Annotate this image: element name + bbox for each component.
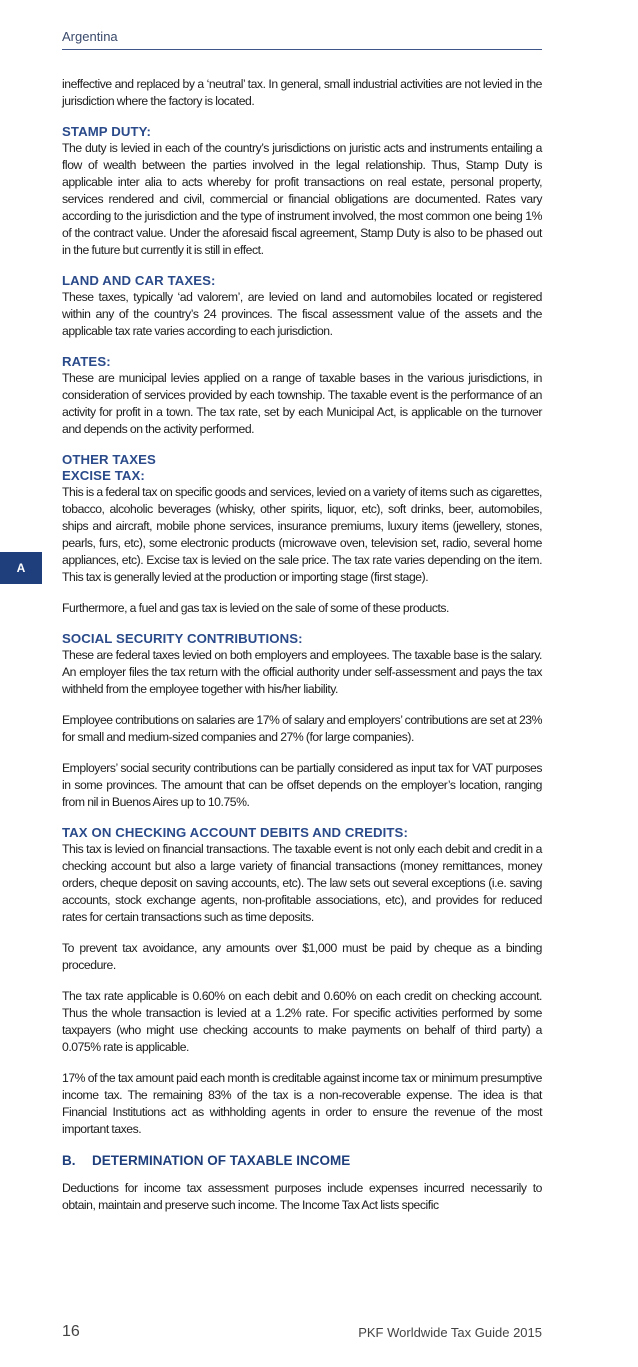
checking-account-paragraph-2: To prevent tax avoidance, any amounts over $1,000 must be paid by cheque as a binding procedure.: [62, 941, 542, 972]
section-tab-a: A: [0, 552, 42, 584]
stamp-duty-paragraph: The duty is levied in each of the country’s jurisdictions on juristic acts and instruments entailing a flow of wealth between the parties involved in the legal relationship. Thus, Stamp Duty is applicable inter alia to acts whereby for profit transactions on real estate, personal property, services rendered and civil, commercial or financial obligations are documented. Rates vary according to the jurisdiction and the type of instrument involved, the most common one being 1% of the contract value. Under the aforesaid fiscal agreement, Stamp Duty is also to be phased out in the future but currently it is still in effect.: [62, 141, 542, 257]
heading-stamp-duty: STAMP DUTY:: [62, 124, 152, 139]
checking-account-paragraph-4: 17% of the tax amount paid each month is creditable against income tax or minimum presumptive income tax. The remaining 83% of the tax is a non-recoverable expense. The idea is that Financial Institutions act as withholding agents in order to ensure the revenue of the most important taxes.: [62, 1071, 542, 1136]
page-body: [62, 76, 542, 1228]
section-b-heading: [62, 1152, 542, 1170]
heading-social-security: SOCIAL SECURITY CONTRIBUTIONS:: [62, 631, 303, 646]
fuel-gas-paragraph: Furthermore, a fuel and gas tax is levied on the sale of some of these products.: [62, 601, 449, 615]
heading-other-taxes: OTHER TAXES: [62, 452, 156, 467]
section-b-letter: B.: [62, 1153, 76, 1168]
page-number: 16: [62, 1323, 80, 1340]
social-security-paragraph-3: Employers’ social security contributions can be partially considered as input tax for VAT purposes in some provinces. The amount that can be offset depends on the employer’s location, ranging from nil in Buenos Aires up to 10.75%.: [62, 761, 542, 809]
heading-checking-account-tax: TAX ON CHECKING ACCOUNT DEBITS AND CREDITS:: [62, 825, 408, 840]
checking-account-paragraph-1: This tax is levied on financial transactions. The taxable event is not only each debit and credit in a checking account but also a large variety of financial transactions (money remittances, money orders, cheque deposit on saving accounts, etc). The law sets out several exceptions (i.e. saving accounts, stock exchange agents, non-profitable associations, etc), and provides for reduced rates for certain transactions such as time deposits.: [62, 842, 542, 924]
header-divider: [62, 49, 542, 50]
social-security-paragraph-1: These are federal taxes levied on both employers and employees. The taxable base is the salary. An employer files the tax return with the official authority under self-assessment and pays the tax withheld from the employee together with his/her liability.: [62, 648, 542, 696]
heading-excise-tax: EXCISE TAX:: [62, 468, 145, 483]
land-car-paragraph: These taxes, typically ‘ad valorem’, are levied on land and automobiles located or registered within any of the country’s 24 provinces. The fiscal assessment value of the assets and the applicable tax rate varies according to each jurisdiction.: [62, 290, 542, 338]
section-b-title: DETERMINATION OF TAXABLE INCOME: [92, 1153, 351, 1168]
heading-rates: RATES:: [62, 354, 111, 369]
excise-tax-paragraph: This is a federal tax on specific goods and services, levied on a variety of items such as cigarettes, tobacco, alcoholic beverages (whisky, other spirits, liquor, etc), soft drinks, beer, automobiles, ships and aircraft, mobile phone services, insurance premiums, luxury items (jewellery, stones, pearls, furs, etc), some electronic products (microwave oven, television set, radio, several home appliances, etc). Excise tax is levied on the sale price. The tax rate varies depending on the item. This tax is generally levied at the production or importing stage (first stage).: [62, 485, 542, 584]
social-security-paragraph-2: Employee contributions on salaries are 17% of salary and employers’ contributions are set at 23% for small and medium-sized companies and 27% (for large companies).: [62, 713, 542, 744]
publication-title: PKF Worldwide Tax Guide 2015: [358, 1325, 542, 1340]
section-b-paragraph: Deductions for income tax assessment purposes include expenses incurred necessarily to obtain, maintain and preserve such income. The Income Tax Act lists specific: [62, 1181, 542, 1212]
heading-land-car-taxes: LAND AND CAR TAXES:: [62, 273, 216, 288]
running-header-country: Argentina: [62, 29, 118, 44]
rates-paragraph: These are municipal levies applied on a range of taxable bases in the various jurisdictions, in consideration of services provided by each township. The taxable event is the performance of an activity for profit in a town. The tax rate, set by each Municipal Act, is applicable on the turnover and depends on the activity performed.: [62, 371, 542, 436]
intro-paragraph: ineffective and replaced by a ‘neutral’ tax. In general, small industrial activities are not levied in the jurisdiction where the factory is located.: [62, 77, 542, 108]
checking-account-paragraph-3: The tax rate applicable is 0.60% on each debit and 0.60% on each credit on checking account. Thus the whole transaction is levied at a 1.2% rate. For specific activities performed by some taxpayers (who might use checking accounts to make payments on behalf of third party) a 0.075% rate is applicable.: [62, 989, 542, 1054]
